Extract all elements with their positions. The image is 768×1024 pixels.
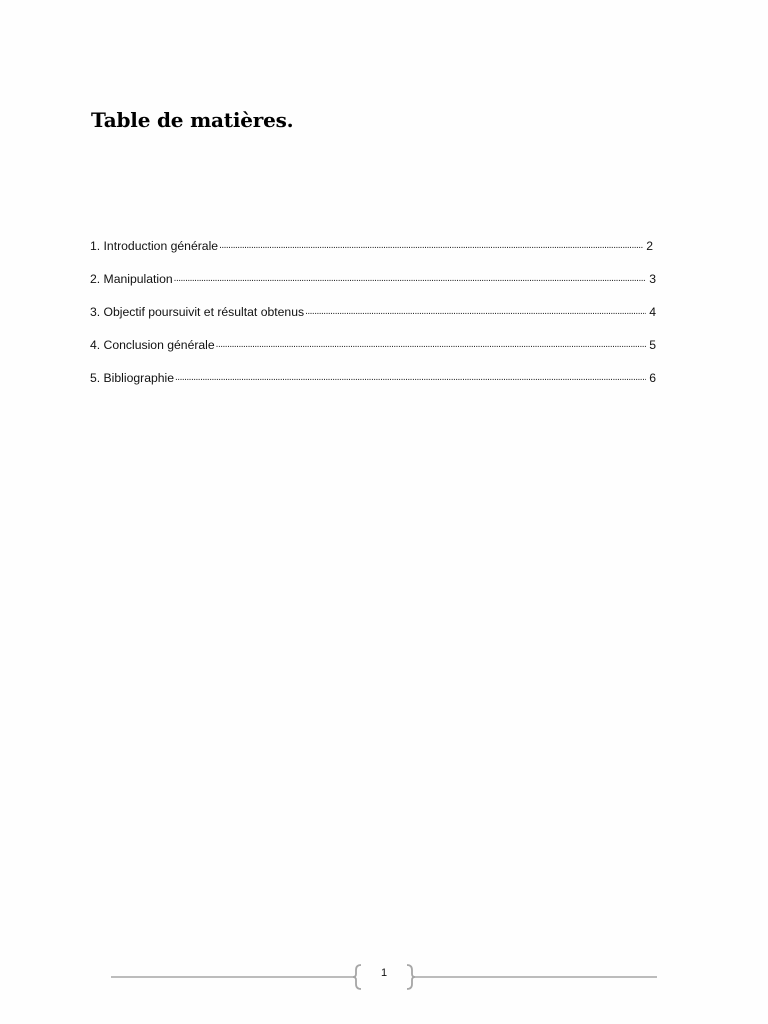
table-of-contents <box>90 238 656 403</box>
toc-entry-label: 3. Objectif poursuivit et résultat obtenus <box>90 305 305 320</box>
toc-entry-label: 5. Bibliographie <box>90 371 175 386</box>
page-footer <box>111 962 657 992</box>
dot-leader <box>305 304 646 316</box>
toc-entry[interactable] <box>90 304 656 337</box>
dot-leader <box>216 337 647 349</box>
dot-leader <box>219 238 643 250</box>
toc-entry-page-number: 4 <box>649 305 656 320</box>
page-title: Table de matières. <box>91 108 294 132</box>
toc-entry-page-number: 6 <box>649 371 656 386</box>
toc-entry-label: 4. Conclusion générale <box>90 338 215 353</box>
toc-entry-label: 1. Introduction générale <box>90 239 219 254</box>
toc-entry[interactable] <box>90 337 656 370</box>
toc-entry-page-number: 5 <box>649 338 656 353</box>
toc-entry[interactable] <box>90 238 656 271</box>
toc-entry-page-number: 2 <box>646 239 653 254</box>
dot-leader <box>175 370 646 382</box>
toc-entry[interactable] <box>90 271 656 304</box>
toc-entry-page-number: 3 <box>649 272 656 287</box>
page-number: 1 <box>380 967 388 979</box>
toc-entry-label: 2. Manipulation <box>90 272 173 287</box>
dot-leader <box>174 271 647 283</box>
toc-entry[interactable] <box>90 370 656 403</box>
